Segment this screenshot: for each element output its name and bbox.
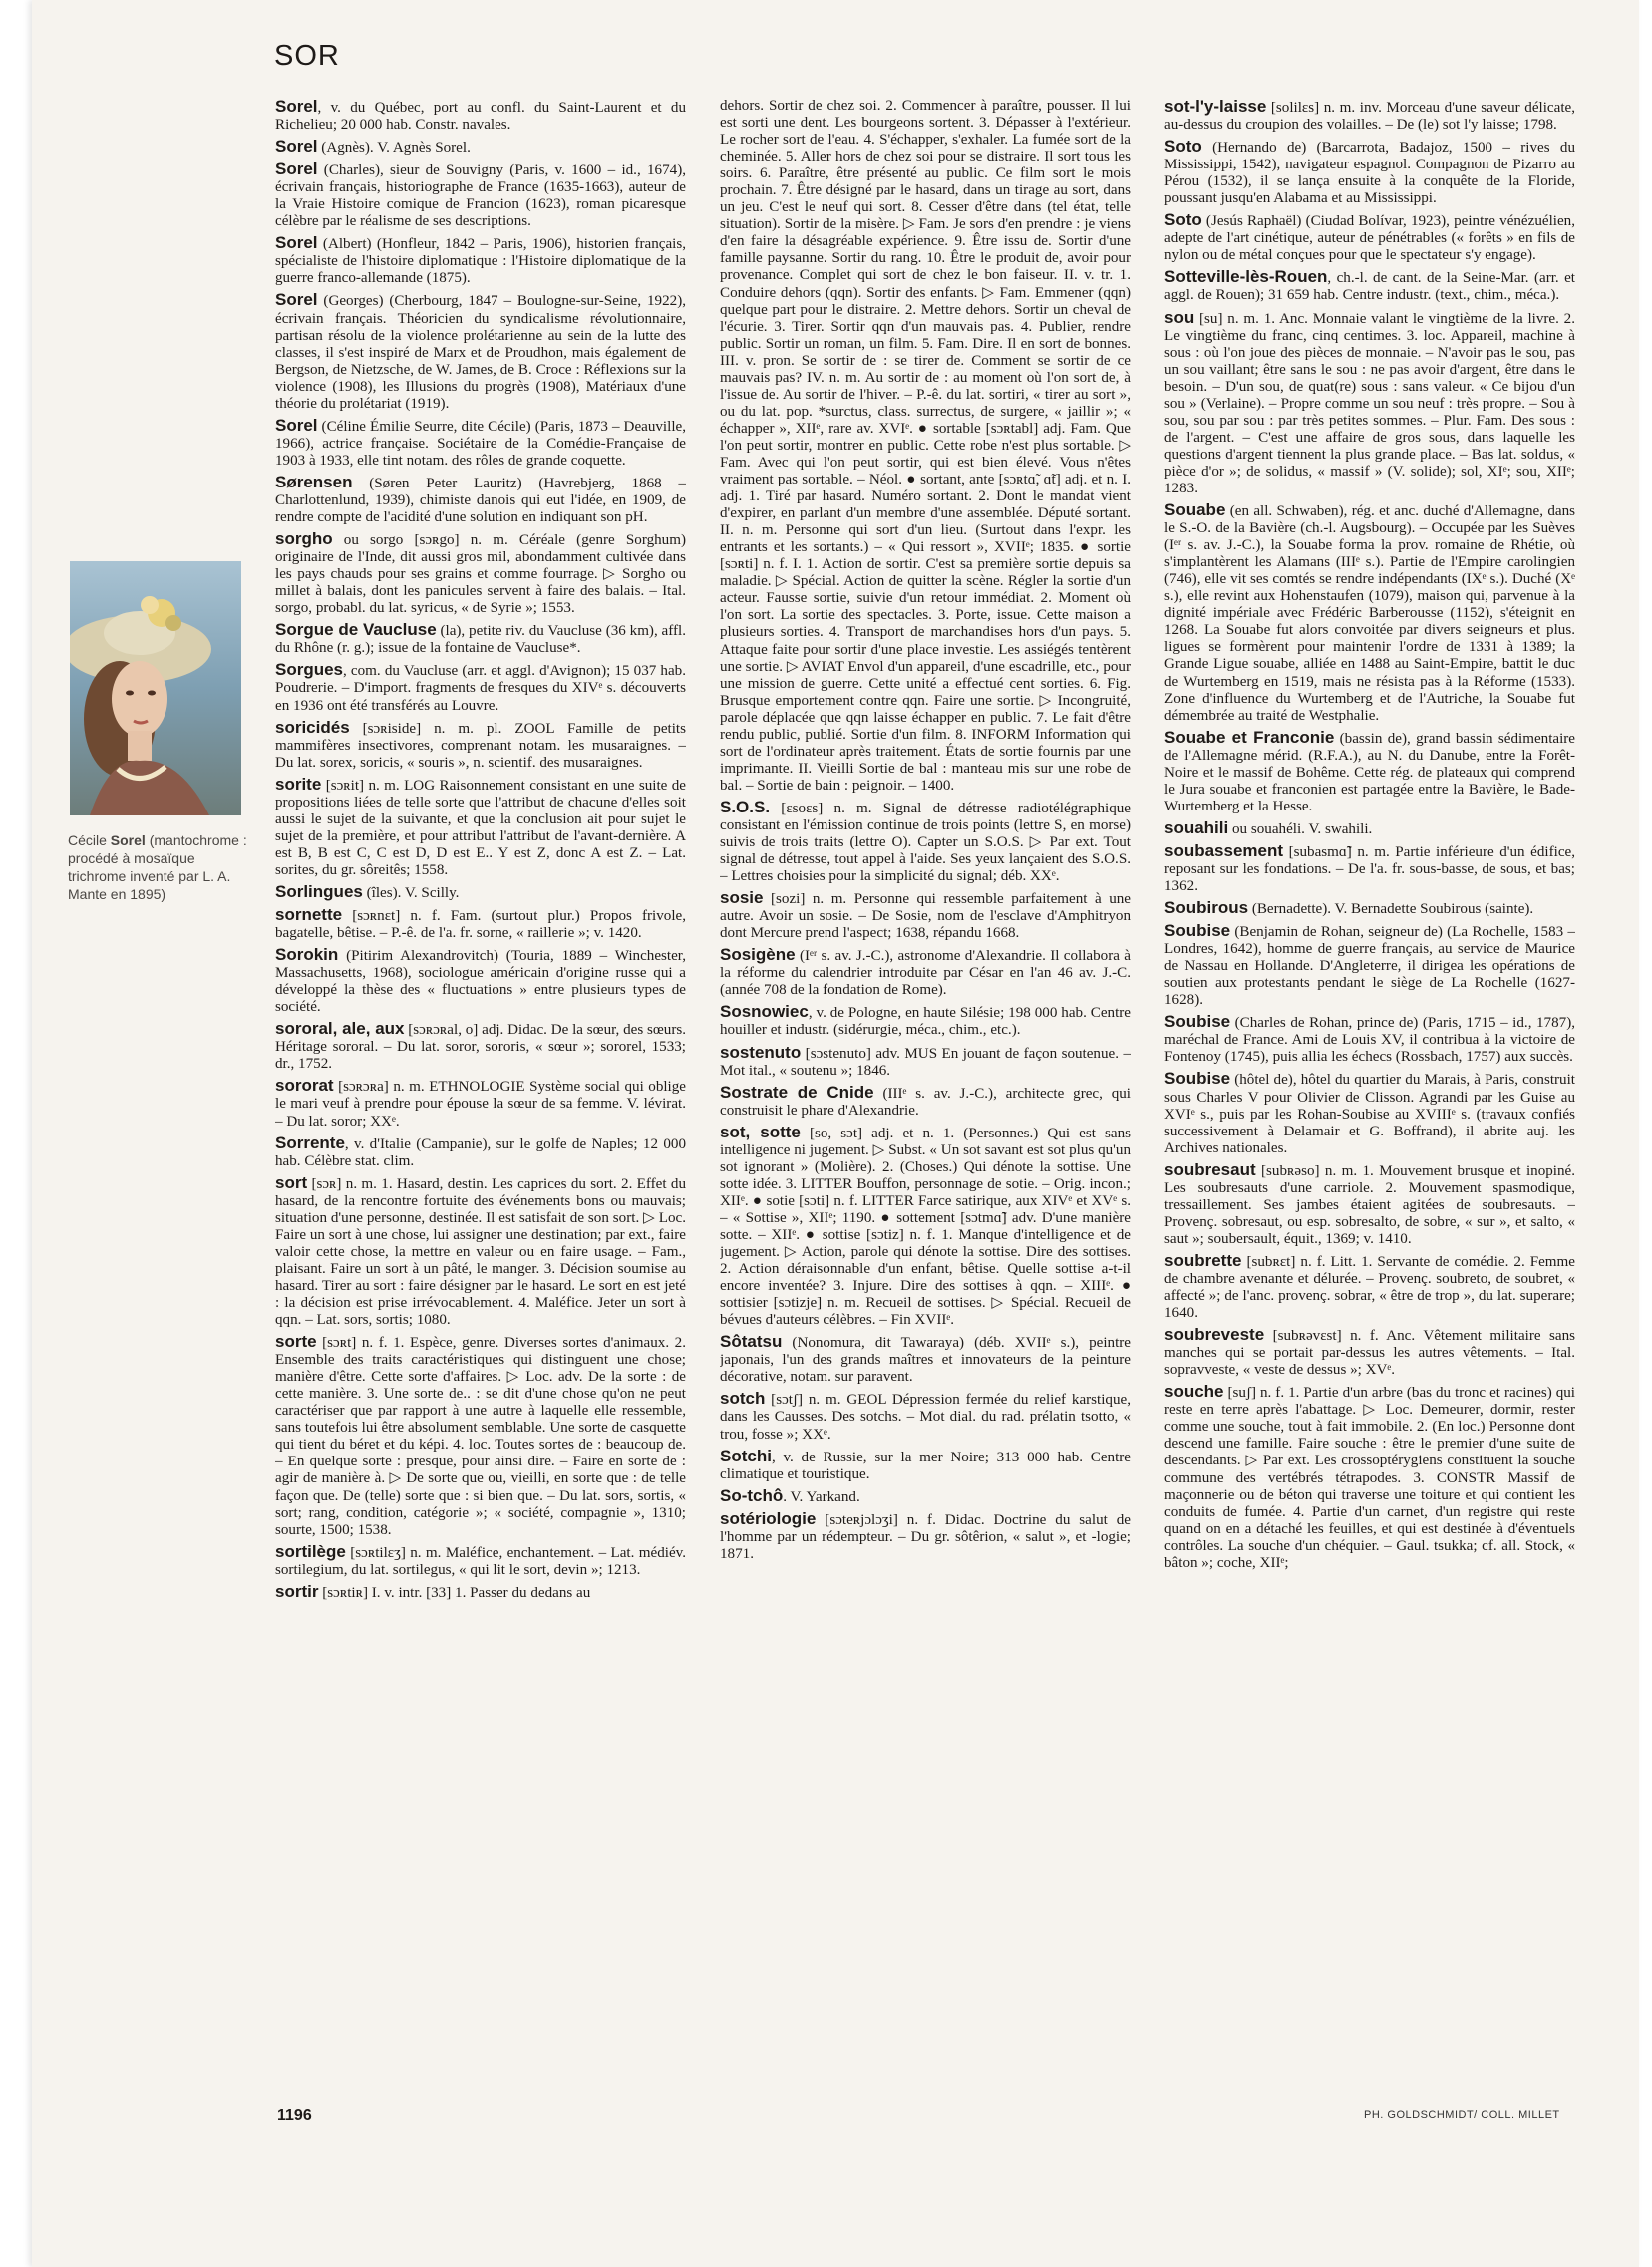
dictionary-entry [1164, 899, 1575, 918]
dictionary-entry [720, 98, 1131, 795]
dictionary-entry [275, 1020, 686, 1073]
entry-text: (hôtel de), hôtel du quartier du Marais, à Paris, construit sous Charles V pour Olivier de Clisson. Agrandi par les Guise au XVIᵉ s., puis par les Rohan-Soubise au XVIIIᵉ s. (travaux confiés successivement à Delamair et G. Boffrand), il abrite auj. les Archives nationales. [1164, 1072, 1575, 1156]
entry-headword: soubreveste [1164, 1325, 1265, 1345]
entry-text: (IIIᵉ s. av. J.-C.), architecte grec, qui construisit le phare d'Alexandrie. [720, 1085, 1131, 1119]
entry-headword: Soto [1164, 137, 1202, 157]
entry-text: (Hernando de) (Barcarrota, Badajoz, 1500 – rives du Mississippi, 1542), navigateur espagnol. Compagnon de Pizarro au Pérou (1532), il se lança ensuite à la conquête de la Floride, poussant jusqu'en Alabama et au Mississippi. [1164, 140, 1575, 207]
entry-text: (îles). V. Scilly. [362, 884, 460, 901]
dictionary-entry [720, 1003, 1131, 1039]
entry-headword: sot-l'y-laisse [1164, 98, 1267, 116]
entry-text: , v. du Québec, port au confl. du Saint-Laurent et du Richelieu; 20 000 hab. Constr. navales. [275, 100, 686, 134]
dictionary-entry [275, 98, 686, 134]
dictionary-entry [275, 661, 686, 714]
dictionary-entry [275, 417, 686, 470]
entry-text: (Nonomura, dit Tawaraya) (déb. XVIIᵉ s.), peintre japonais, l'un des grands maîtres et innovateurs de la peinture décorative, notam. sur paravent. [720, 1335, 1131, 1386]
entry-text: [sɔʀtilɛʒ] n. m. Maléfice, enchantement. – Lat. médiév. sortilegium, du lat. sortilegus, « qui lit le sort, devin »; 1213. [275, 1544, 686, 1578]
entry-headword: sou [1164, 307, 1195, 327]
entry-headword: Sorel [275, 415, 318, 435]
dictionary-entry [1164, 819, 1575, 838]
entry-headword: sorite [275, 774, 322, 794]
dictionary-entry [275, 530, 686, 617]
entry-text: (Bernadette). V. Bernadette Soubirous (sainte). [1248, 901, 1534, 918]
entry-headword: Sorel [275, 160, 318, 179]
dictionary-entry [720, 1044, 1131, 1080]
dictionary-entry [275, 621, 686, 657]
dictionary-entry [1164, 1326, 1575, 1379]
entry-text: [subʀəvɛst] n. f. Anc. Vêtement militaire sans manches qui se portait par-dessus les autres vêtements. – Ital. sopravveste, « veste de dessus »; XVᵉ. [1164, 1328, 1575, 1379]
dictionary-entry [720, 1084, 1131, 1120]
dictionary-entry [1164, 729, 1575, 815]
dictionary-entry [275, 1134, 686, 1170]
dictionary-entry [720, 1510, 1131, 1563]
entry-text: [sɔʀt] n. f. 1. Espèce, genre. Diverses sortes d'animaux. 2. Ensemble des traits caractéristiques qui distinguent une chose; manière d'être. Cette sorte d'affaires. ▷ Loc. adv. De la sorte : de cette manière. 3. Une sorte de.. : se dit d'une chose qu'on ne peut caractériser que par rapport à une autre à laquelle elle ressemble, sans toutefois lui être absolument semblable. Une sorte de casquette qui tient du béret et du képi. 4. loc. Toutes sortes de : beaucoup de. – En quelque sorte : presque, pour ainsi dire. – Faire en sorte de : agir de manière à. ▷ De sorte que ou, vieilli, en sorte que : de telle façon que. De (telle) sorte que : si bien que. – Du lat. sors, sortis, « sort; rang, condition, catégorie »; « société, compagnie », 1310; sourte, 1500; 1538. [275, 1335, 686, 1538]
entry-text: [sɔteʀjɔlɔʒi] n. f. Didac. Doctrine du salut de l'homme par un rédempteur. – Du gr. sôtêrion, « salut », et -logie; 1871. [720, 1511, 1131, 1562]
entry-headword: Soubise [1164, 1012, 1231, 1032]
entry-text: (la), petite riv. du Vaucluse (36 km), affl. du Rhône (r. g.); issue de la fontaine de Vaucluse*. [275, 623, 686, 657]
entry-headword: souahili [1164, 817, 1229, 837]
column-middle [720, 98, 1131, 2092]
entry-text: [sɔʀnɛt] n. f. Fam. (surtout plur.) Propos frivole, bagatelle, bêtise. – P.-ê. de l'a. fr. sorne, « raillerie »; v. 1420. [275, 908, 686, 942]
entry-headword: Sørensen [275, 472, 353, 491]
entry-text: (Pitirim Alexandrovitch) (Touria, 1889 – Winchester, Massachusetts, 1968), sociologue américain d'origine russe qui a développé la thèse des « fluctuations » entre plusieurs types de société. [275, 948, 686, 1016]
page-number: 1196 [277, 2107, 312, 2124]
entry-text: (bassin de), grand bassin sédimentaire de l'Allemagne mérid. (R.F.A.), au N. du Danube, entre la Forêt-Noire et le massif de Bohême. Cette rég. de plateaux qui comprend le Jura souabe et franconien est partagée entre la Bavière, le Bade-Wurtemberg et la Hesse. [1164, 730, 1575, 814]
entry-headword: soubrette [1164, 1250, 1242, 1270]
entry-text: [su] n. m. 1. Anc. Monnaie valant le vingtième de la livre. 2. Le vingtième du franc, cinq centimes. 3. loc. Appareil, machine à sous : où l'on joue des pièces de monnaie. – N'avoir pas le sou, pas un sou vaillant; être sans le sou : ne pas avoir d'argent, être dans le besoin. – D'un sou, de quat(re) sous : sans valeur. « Ce bijou d'un sou » (Verlaine). – Propre comme un sou neuf : très propre. – Sou à sou, sou par sou : par très petites sommes. – Plur. Fam. Des sous : de l'argent. – C'est une affaire de gros sous, dans laquelle les questions d'argent tiennent la plus grande place. – Bas lat. soldus, « pièce d'or »; de solidus, « massif » (V. solide); sol, XIᵉ; sou, XIIᵉ; 1283. [1164, 310, 1575, 496]
dictionary-entry [275, 1333, 686, 1539]
dictionary-entry [720, 946, 1131, 999]
dictionary-entry [1164, 842, 1575, 895]
entry-headword: Soto [1164, 210, 1202, 230]
column-left [275, 98, 686, 2092]
dictionary-entry [720, 799, 1131, 885]
dictionary-entry [1164, 922, 1575, 1009]
entry-headword: Sorel [275, 98, 318, 116]
entry-headword: Sotchi [720, 1446, 772, 1465]
entry-headword: sornette [275, 905, 343, 925]
entry-headword: Sorel [275, 233, 318, 253]
entry-headword: sortilège [275, 1541, 346, 1561]
entry-headword: sorgho [275, 529, 333, 549]
entry-headword: sort [275, 1172, 308, 1192]
dictionary-entry [720, 889, 1131, 942]
dictionary-entry [275, 883, 686, 902]
dictionary-entry [1164, 1161, 1575, 1248]
dictionary-entry [275, 1543, 686, 1579]
entry-text: , v. de Pologne, en haute Silésie; 198 000 hab. Centre houiller et industr. (sidérurgie, méca., chim., etc.). [720, 1005, 1131, 1039]
dictionary-entry [720, 1448, 1131, 1483]
entry-text: dehors. Sortir de chez soi. 2. Commencer à paraître, pousser. Il lui est sorti une dent. Les bourgeons sortent. 3. Dépasser à l'extérieur. Le rocher sort de l'eau. 4. S'échapper, s'exhaler. La fumée sort de la cheminée. 5. Aller hors de chez soi pour se distraire. Il sort tous les soirs. 6. Paraître, être présenté au public. Ce film sort le mois prochain. 7. Être désigné par le hasard, dans un tirage au sort, dans un jeu. C'est le neuf qui sort. 8. Cesser d'être dans (tel état, telle situation). Sortir de la misère. ▷ Fam. Je sors d'en prendre : je viens d'en faire la désagréable expérience. 9. Être issu de. Sortir d'une famille paysanne. Sortir du rang. 10. Être le produit de, avoir pour provenance. Complet qui sort de chez le bon faiseur. II. v. tr. 1. Conduire dehors (qqn). Sortir des enfants. ▷ Fam. Emmener (qqn) quelque part pour le distraire. 2. Mettre dehors. Sortir un cheval de l'écurie. 3. Tirer. Sortir qqn d'un mauvais pas. 4. Publier, rendre public. Sortir un roman, un film. 5. Fam. Dire. Il en sort de bonnes. III. v. pron. Se sortir de : se tirer de. Comment se sortir de ce mauvais pas? IV. n. m. Au sortir de : au moment où l'on sort de, à l'issue de. Au sortir de l'hiver. – P.-ê. du lat. sortiri, « tirer au sort », ou du lat. pop. *surctus, class. surrectus, de surgere, « jaillir »; « échapper », XIIᵉ, rare av. XVIᵉ. ● sortable [sɔʀtabl] adj. Fam. Que l'on peut sortir, montrer en public. Cette robe n'est plus sortable. ▷ Fam. Avec qui l'on peut sortir, qui est bien élevé. Vous n'êtes vraiment pas sortable. – Néol. ● sortant, ante [sɔʀtɑ̃, ɑ̃t] adj. et n. I. adj. 1. Tiré par hasard. Numéro sortant. 2. Dont le mandat vient d'expirer, en parlant d'un membre d'une assemblée. Député sortant. II. n. m. Personne qui sort d'un lieu. (Surtout dans l'expr. les entrants et les sortants.) – « Qui ressort », XVIIᵉ; 1835. ● sortie [sɔʀti] n. f. I. 1. Action de sortir. C'est sa première sortie depuis sa maladie. ▷ Spécial. Action de quitter la scène. Régler la sortie d'un acteur. Fausse sortie, suivie d'un retour immédiat. 2. Moment où l'on sort. La sortie des spectacles. 3. Porte, issue. Cette maison a plusieurs sorties. 4. Transport de marchandises hors d'un pays. 5. Attaque faite pour sortir d'une place investie. Les assiégés tentèrent une sortie. ▷ AVIAT Envol d'un appareil, d'une escadrille, etc., pour une mission de guerre. Cette unité a effectué cent sorties. 6. Fig. Brusque emportement contre qqn. Faire une sortie. ▷ Incongruité, parole déplacée que qqn laisse échapper en public. 7. Le fait d'être rendu public, publié. Sortie d'un film. 8. INFORM Information qui sort de l'ordinateur après traitement. États de sortie fournis par une imprimante. II. Vieilli Sortie de bal : manteau mis sur une robe de bal. – Sortie de bain : peignoir. – 1400. [720, 98, 1131, 794]
entry-text: (Benjamin de Rohan, seigneur de) (La Rochelle, 1583 – Londres, 1642), homme de guerre français, au service de Maurice de Nassau en Hollande. D'Angleterre, il dirigea les opérations de soutien aux protestants pendant le siège de La Rochelle (1627-1628). [1164, 924, 1575, 1009]
entry-headword: S.O.S. [720, 797, 771, 816]
dictionary-entry [275, 1583, 686, 1602]
entry-headword: Souabe et Franconie [1164, 727, 1335, 747]
entry-headword: Sorel [275, 290, 318, 310]
entry-headword: Sorgue de Vaucluse [275, 620, 437, 640]
column-right [1164, 98, 1575, 2092]
dictionary-entry [275, 138, 686, 157]
running-head: SOR [274, 40, 340, 72]
entry-headword: sosie [720, 888, 764, 908]
entry-headword: Sotteville-lès-Rouen [1164, 267, 1328, 287]
entry-text: ou souahéli. V. swahili. [1228, 820, 1373, 837]
dictionary-entry [1164, 268, 1575, 304]
entry-headword: Soubise [1164, 1069, 1231, 1089]
dictionary-entry [1164, 1070, 1575, 1156]
entry-headword: soubassement [1164, 840, 1284, 860]
entry-headword: soricidés [275, 717, 350, 737]
entry-headword: sororat [275, 1076, 334, 1096]
entry-headword: Sorokin [275, 945, 339, 965]
dictionary-entry [275, 719, 686, 772]
caption-name: Cécile [68, 832, 111, 848]
entry-headword: sortir [275, 1581, 319, 1601]
entry-text: [sɔʀtiʀ] I. v. intr. [33] 1. Passer du dedans au [318, 1584, 591, 1601]
entry-text: , com. du Vaucluse (arr. et aggl. d'Avignon); 15 037 hab. Poudrerie. – D'import. fragments de fresques du XIVᵉ s. découverts en 1936 ont été transférés au Louvre. [275, 663, 686, 714]
dictionary-entry [1164, 1252, 1575, 1322]
entry-headword: sot, sotte [720, 1122, 801, 1141]
entry-text: (Iᵉʳ s. av. J.-C.), astronome d'Alexandrie. Il collabora à la réforme du calendrier introduite par César en l'an 46 av. J.-C. (année 708 de la fondation de Rome). [720, 948, 1131, 999]
dictionary-entry [275, 161, 686, 230]
entry-text: [sɔtʃ] n. m. GEOL Dépression fermée du relief karstique, dans les Causses. Des sotchs. – Mot dial. du rad. prélatin tsotto, « trou, fosse »; XXᵉ. [720, 1392, 1131, 1443]
dictionary-entry [275, 234, 686, 287]
entry-headword: Soubise [1164, 921, 1231, 941]
dictionary-entry [720, 1390, 1131, 1443]
entry-headword: Sorgues [275, 660, 344, 680]
entry-text: [suʃ] n. f. 1. Partie d'un arbre (bas du tronc et racines) qui reste en terre après l'abattage. ▷ Loc. Demeurer, dormir, rester comme une souche, tout à fait immobile. 2. (En loc.) Personne dont descend une famille. Faire souche : être le premier d'une suite de descendants. ▷ Par ext. Les crossoptérygiens constituent la souche commune des vertébrés tétrapodes. 3. CONSTR Massif de maçonnerie ou de béton qui traverse une toiture et qui contient les conduits de fumée. 4. Partie d'un carnet, d'un registre qui reste quand on en a détaché les feuilles, et qui est destinée à d'éventuels contrôles. La souche d'un chéquier. – Gaul. tsukka; cf. all. Stock, « bâton »; coche, XIIᵉ; [1164, 1385, 1575, 1571]
entry-headword: sotch [720, 1389, 766, 1409]
entry-headword: sororal, ale, aux [275, 1019, 405, 1039]
dictionary-entry [275, 474, 686, 526]
entry-text: (Charles), sieur de Souvigny (Paris, v. 1600 – id., 1674), écrivain français, historiographe de France (1635-1663), auteur de la Vraie Histoire comique de Francion (1623), roman picaresque célèbre par le réalisme de ses descriptions. [275, 162, 686, 230]
entry-headword: Sorrente [275, 1133, 345, 1152]
entry-text: (Charles de Rohan, prince de) (Paris, 1715 – id., 1787), maréchal de France. Ami de Louis XV, il contribua à la victoire de Fontenoy (1745), puis allia les échecs (Rossbach, 1757) aux succès. [1164, 1015, 1575, 1066]
entry-text: (Søren Peter Lauritz) (Havrebjerg, 1868 – Charlottenlund, 1939), chimiste danois qui eut l'idée, en 1909, de rendre compte de l'acidité d'une solution en indiquant son pH. [275, 475, 686, 526]
photo-credit: PH. GOLDSCHMIDT/ COLL. MILLET [1364, 2109, 1560, 2121]
entry-text: , v. d'Italie (Campanie), sur le golfe de Naples; 12 000 hab. Célèbre stat. clim. [275, 1135, 686, 1169]
dictionary-entry [275, 946, 686, 1016]
entry-text: [solilɛs] n. m. inv. Morceau d'une saveur délicate, au-dessus du croupion des volailles. – De (le) sot l'y laisse; 1798. [1164, 100, 1575, 134]
entry-text: [subʀɛt] n. f. Litt. 1. Servante de comédie. 2. Femme de chambre avenante et délurée. – Provenç. soubreto, de soubret, « affecté »; de l'anc. provenç. sobrar, « être de trop », du lat. superare; 1640. [1164, 1253, 1575, 1322]
entry-headword: soubresaut [1164, 1159, 1256, 1179]
entry-text: (Jesús Raphaël) (Ciudad Bolívar, 1923), peintre vénézuélien, adepte de l'art cinétique, auteur de pénétrables (« forêts » en fils de nylon ou de métal conçues pour que le spectateur s'y engage). [1164, 213, 1575, 264]
entry-text: (Albert) (Honfleur, 1842 – Paris, 1906), historien français, spécialiste de l'histoire diplomatique : l'Histoire diplomatique de la guerre franco-allemande (1875). [275, 236, 686, 287]
entry-text: [so, sɔt] adj. et n. 1. (Personnes.) Qui est sans intelligence ni jugement. ▷ Subst. « Un sot savant est sot plus qu'un sot ignorant » (Molière). 2. (Choses.) Qui dénote la sottise. Une sotte idée. 3. LITTER Bouffon, personnage de sotie. – Orig. incon.; XIIᵉ. ● sotie [sɔti] n. f. LITTER Farce satirique, aux XIVᵉ et XVᵉ s. – « Sottise », XIIᵉ; 1190. ● sottement [sɔtmɑ̃] adv. D'une manière sotte. – XIIᵉ. ● sottise [sɔtiz] n. f. 1. Manque d'intelligence et de jugement. ▷ Action, parole qui dénote la sottise. Dire des sottises. 2. Action déraisonnable d'un enfant, bêtise. Quelle sottise a-t-il encore inventée? 3. Injure. Dire des sottises à qqn. – XIIIᵉ. ● sottisier [sɔtizje] n. m. Recueil de sottises. ▷ Spécial. Recueil de bévues d'auteurs célèbres. – Fin XVIIᵉ. [720, 1125, 1131, 1329]
portrait-cecile-sorel [70, 561, 241, 815]
dictionary-entry [1164, 98, 1575, 134]
caption-note: (mantochrome : procédé à mosaïque trichrome inventé par L. A. Mante en 1895) [68, 832, 247, 902]
dictionary-entry [1164, 1383, 1575, 1572]
caption-name-bold: Sorel [110, 832, 146, 848]
dictionary-entry [1164, 211, 1575, 264]
dictionary-entry [1164, 1013, 1575, 1066]
entry-headword: souche [1164, 1382, 1224, 1402]
entry-headword: Sorlingues [275, 881, 363, 901]
entry-headword: sorte [275, 1332, 317, 1352]
entry-headword: sostenuto [720, 1042, 802, 1062]
entry-headword: Sosnowiec [720, 1002, 809, 1022]
entry-text: , ch.-l. de cant. de la Seine-Mar. (arr. et aggl. de Rouen); 31 659 hab. Centre industr. (text., chim., méca.). [1164, 270, 1575, 304]
dictionary-entry [720, 1487, 1131, 1506]
entry-text: [sɔʀit] n. m. LOG Raisonnement consistant en une suite de propositions liées de telle sorte que l'attribut de chacune d'elles soit aussi le sujet de la suivante, et que la conclusion ait pour sujet le sujet de la première, et pour attribut l'attribut de l'avant-dernière. A est B, B est C, C est D, D est E.. Y est Z, donc A est Z. – Lat. sorites, du gr. sôreitês; 1558. [275, 777, 686, 878]
entry-headword: Sorel [275, 137, 318, 157]
entry-text: (en all. Schwaben), rég. et anc. duché d'Allemagne, dans le S.-O. de la Bavière (ch.-l. Augsbourg). – Occupée par les Suèves (Iᵉʳ s. av. J.-C.), la Souabe forma la prov. romaine de Rhétie, où s'implantèrent les Alamans (IIIᵉ s.). Partie de l'Empire carolingien (746), elle vit ses comtés se rendre indépendants (IXᵉ s.). Duché (Xᵉ s.), elle revint aux Hohenstaufen (1079), maison qui, parvenue à la dignité impériale avec Frédéric Barberousse (1152), s'éteignit en 1268. La Souabe fut alors convoitée par divers seigneurs et plus. ligues se formèrent pour maintenir l'ordre de 1331 à 1389; la Grande Ligue souabe, alliée en 1488 au Saint-Empire, battit le duc de Wurtemberg en 1519, mais ne résista pas à la Réforme (1533). Zone d'influence du Wurtemberg et de l'Autriche, la Souabe fut démembrée au traité de Westphalie. [1164, 503, 1575, 724]
entry-text: [subʀəso] n. m. 1. Mouvement brusque et inopiné. Les soubresauts d'une carriole. 2. Mouvement spasmodique, tressaillement. Ses jambes étaient agitées de soubresauts. – Provenç. sobresaut, ou esp. sobresalto, de sobre, « sur », et salto, « saut »; soubersault, équit., 1369; v. 1410. [1164, 1162, 1575, 1247]
entry-text: (Georges) (Cherbourg, 1847 – Boulogne-sur-Seine, 1922), écrivain français. Théoricien du syndicalisme révolutionnaire, partisan résolu de la violence prolétarienne au sein de la lutte des classes, il s'est inspiré de Marx et de Proudhon, mais également de Bergson, de Nietzsche, de W. James, de B. Croce : Réflexions sur la violence (1908), les Illusions du progrès (1908), Matériaux d'une théorie du prolétariat (1919). [275, 293, 686, 412]
entry-text: [sozi] n. m. Personne qui ressemble parfaitement à une autre. Avoir un sosie. – De Sosie, nom de l'esclave d'Amphitryon dont Mercure prend l'aspect; 1638, répandu 1668. [720, 891, 1131, 942]
dictionary-entry [275, 291, 686, 412]
dictionary-entry [275, 1174, 686, 1329]
dictionary-entry [275, 776, 686, 879]
entry-headword: Soubirous [1164, 898, 1249, 918]
dictionary-entry [275, 1077, 686, 1130]
dictionary-entry [275, 906, 686, 942]
figure-caption [68, 831, 247, 903]
entry-headword: Sôtatsu [720, 1332, 783, 1352]
entry-text: [sɔʀɔʀal, o] adj. Didac. De la sœur, des sœurs. Héritage sororal. – Du lat. soror, sororis, « sœur »; sororel, 1533; dr., 1752. [275, 1022, 686, 1073]
entry-text: [sɔʀɔʀa] n. m. ETHNOLOGIE Système social qui oblige le mari veuf à prendre pour épouse la sœur de sa femme. V. lévirat. – Du lat. soror; XXᵉ. [275, 1079, 686, 1130]
dictionary-entry [1164, 138, 1575, 207]
entry-text: [sɔʀiside] n. m. pl. ZOOL Famille de petits mammifères insectivores, comprenant notam. les musaraignes. – Du lat. sorex, soricis, « souris », n. scientif. des musaraignes. [275, 720, 686, 771]
entry-headword: Souabe [1164, 500, 1226, 520]
entry-text: [subasmɑ̃] n. m. Partie inférieure d'un édifice, reposant sur les fondations. – De l'a. fr. sous-basse, de sous, et bas; 1362. [1164, 843, 1575, 895]
entry-headword: sotériologie [720, 1508, 817, 1528]
portrait-illustration [70, 561, 241, 815]
entry-text: . V. Yarkand. [783, 1488, 860, 1505]
entry-text: [ɛsoɛs] n. m. Signal de détresse radiotélégraphique consistant en l'émission continue de trois points (lettre S, en morse) suivis de trois traits (lettre O). Capter un S.O.S. ▷ Par ext. Tout signal de détresse, tout appel à l'aide. Ses yeux lançaient des S.O.S. – Lettres choisies pour la simplicité du signal; déb. XXᵉ. [720, 800, 1131, 885]
entry-headword: So-tchô [720, 1485, 784, 1505]
entry-text: (Céline Émilie Seurre, dite Cécile) (Paris, 1873 – Deauville, 1966), actrice française. Sociétaire de la Comédie-Française de 1903 à 1933, elle tint notam. des rôles de grande coquette. [275, 418, 686, 469]
entry-headword: Sostrate de Cnide [720, 1082, 874, 1102]
entry-text: [sɔʀ] n. m. 1. Hasard, destin. Les caprices du sort. 2. Effet du hasard, de la rencontre fortuite des événements bons ou mauvais; situation d'une personne, destinée. Il est satisfait de son sort. ▷ Loc. Faire un sort à une chose, lui assigner une destination; par ext., faire valoir cette chose, la mettre en valeur ou en faire usage. – Fam., plaisant. Faire un sort à un pâté, le manger. 3. Décision soumise au hasard. Tirer au sort : faire désigner par le hasard. Le sort en est jeté : la décision est prise irrévocablement. 4. Maléfice. Jeter un sort à qqn. – Lat. sors, sortis; 1080. [275, 1175, 686, 1329]
entry-text: , v. de Russie, sur la mer Noire; 313 000 hab. Centre climatique et touristique. [720, 1449, 1131, 1482]
entry-text: [sɔstenuto] adv. MUS En jouant de façon soutenue. – Mot ital., « soutenu »; 1846. [720, 1045, 1131, 1079]
dictionary-entry [720, 1124, 1131, 1330]
entry-headword: Sosigène [720, 945, 796, 965]
entry-text: (Agnès). V. Agnès Sorel. [317, 140, 471, 157]
dictionary-entry [720, 1333, 1131, 1386]
dictionary-entry [1164, 501, 1575, 725]
entry-text: ou sorgo [sɔʀgo] n. m. Céréale (genre Sorghum) originaire de l'Inde, dit aussi gros mil, abondamment cultivée dans les pays chauds pour ses grains et comme fourrage. ▷ Sorgho ou millet à balais, dont les panicules servent à faire des balais. – Ital. sorgo, probabl. du lat. syricus, « de Syrie »; 1553. [275, 532, 686, 617]
dictionary-entry [1164, 309, 1575, 498]
